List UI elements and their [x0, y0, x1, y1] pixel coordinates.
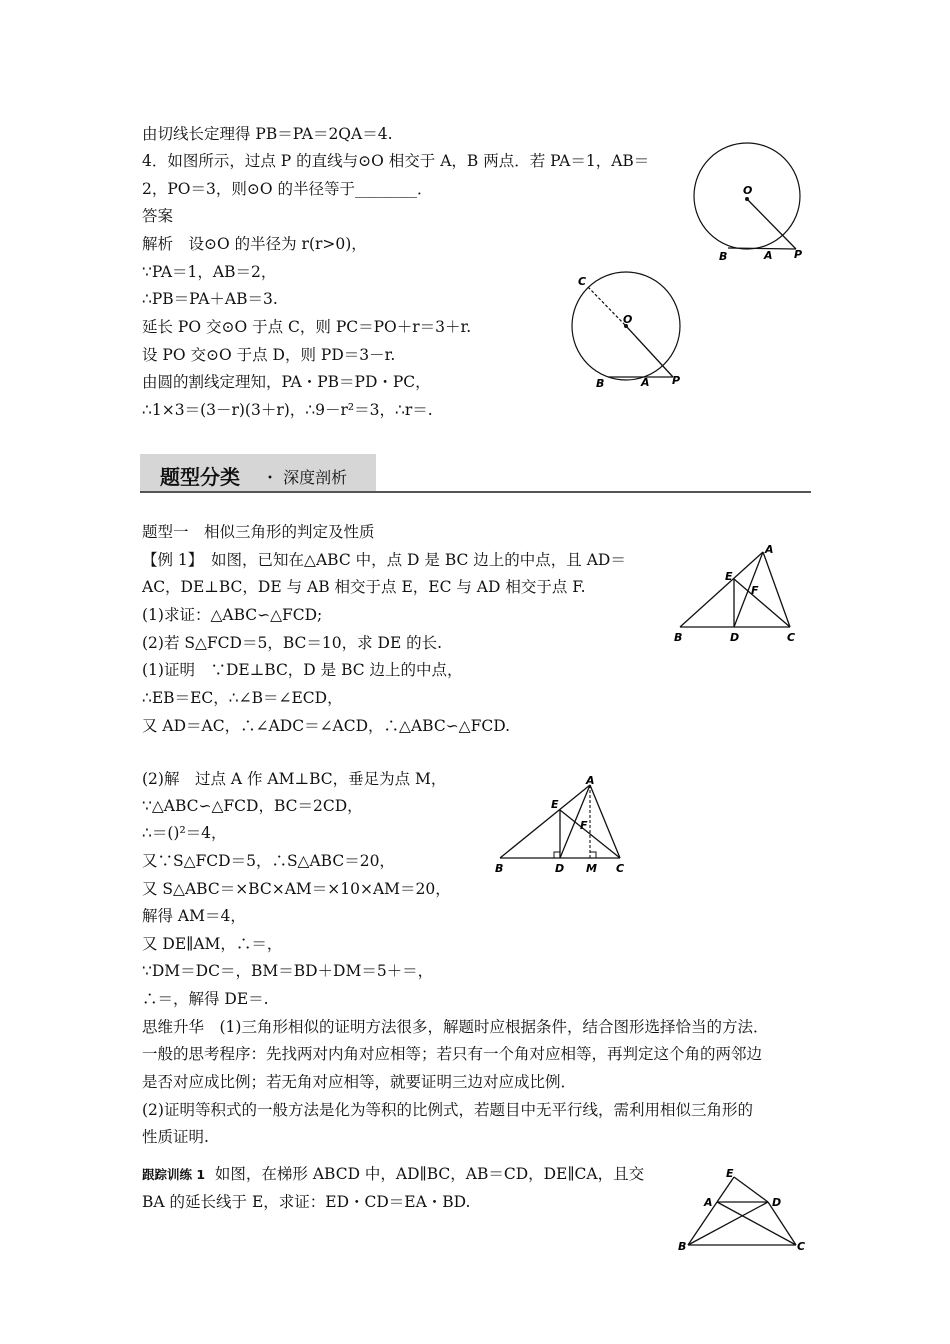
- fig4-label-C: C: [616, 862, 625, 875]
- fig5-label-E: E: [726, 1167, 734, 1180]
- fig1-label-P: P: [794, 248, 803, 261]
- fig1-label-B: B: [719, 250, 728, 263]
- proof-line-1: (1)证明 ∵DE⊥BC，D 是 BC 边上的中点，: [142, 661, 463, 679]
- fig5-label-A: A: [704, 1196, 713, 1209]
- fig3-label-F: F: [751, 584, 759, 597]
- fig3-label-C: C: [787, 631, 796, 644]
- drill-line-2: BA 的延长线于 E，求证：ED・CD＝EA・BD.: [142, 1193, 471, 1211]
- fig5-label-B: B: [678, 1240, 687, 1253]
- drill-line-1: [142, 1164, 644, 1185]
- solution-line-2: ∵PA＝1，AB＝2，: [142, 263, 277, 281]
- part2-line-5: 又 S△ABC＝×BC×AM＝×10×AM＝20，: [142, 880, 451, 898]
- fig3-label-B: B: [674, 631, 683, 644]
- summary-line-3: 是否对应成比例；若无角对应相等，就要证明三边对应成比例．: [142, 1073, 577, 1091]
- type-heading: 题型一 相似三角形的判定及性质: [142, 523, 375, 541]
- section-title: 题型分类: [160, 465, 240, 489]
- problem-4-line-1: 4．如图所示，过点 P 的直线与⊙O 相交于 A，B 两点．若 PA＝1，AB＝: [142, 152, 650, 170]
- solution-line-6: 由圆的割线定理知，PA・PB＝PD・PC，: [142, 373, 431, 391]
- solution-line-4: 延长 PO 交⊙O 于点 C，则 PC＝PO＋r＝3＋r.: [142, 318, 472, 336]
- solution-line-1: 解析 设⊙O 的半径为 r(r>0)，: [142, 235, 367, 253]
- fig4-label-F: F: [580, 819, 588, 832]
- part2-line-1: (2)解 过点 A 作 AM⊥BC，垂足为点 M，: [142, 770, 447, 788]
- summary-line-5: 性质证明.: [142, 1128, 209, 1146]
- example-line-1: 【例 1】 如图，已知在△ABC 中，点 D 是 BC 边上的中点，且 AD＝: [142, 551, 626, 569]
- answer-label: 答案: [142, 207, 174, 225]
- example-line-4: (2)若 S△FCD＝5，BC＝10，求 DE 的长.: [142, 634, 443, 652]
- example-line-2: AC，DE⊥BC，DE 与 AB 相交于点 E，EC 与 AD 相交于点 F.: [142, 578, 586, 596]
- fig2-label-P: P: [672, 374, 681, 387]
- fig2-label-O: O: [623, 313, 633, 326]
- fig4-label-M: M: [586, 862, 597, 875]
- solution-line-7: ∴1×3＝(3－r)(3＋r)，∴9－r²＝3，∴r＝.: [142, 401, 433, 419]
- fig1-label-O: O: [743, 184, 753, 197]
- line-1: 由切线长定理得 PB＝PA＝2QA＝4.: [142, 125, 393, 143]
- fig3-label-E: E: [725, 570, 733, 583]
- figure-trapezoid: [674, 1164, 814, 1256]
- summary-line-2: 一般的思考程序：先找两对内角对应相等；若只有一个角对应相等，再判定这个角的两邻边: [142, 1045, 763, 1063]
- fig3-label-A: A: [765, 543, 774, 556]
- solution-line-3: ∴PB＝PA＋AB＝3.: [142, 290, 278, 308]
- proof-line-3: 又 AD＝AC，∴∠ADC＝∠ACD，∴△ABC∽△FCD.: [142, 717, 511, 735]
- part2-line-2: ∵△ABC∽△FCD，BC＝2CD，: [142, 797, 363, 815]
- part2-line-7: 又 DE∥AM，∴＝，: [142, 935, 283, 953]
- solution-line-5: 设 PO 交⊙O 于点 D，则 PD＝3－r.: [142, 346, 396, 364]
- part2-line-4: 又∵S△FCD＝5，∴S△ABC＝20，: [142, 852, 395, 870]
- figure-triangle-altitude: [492, 772, 637, 877]
- fig5-label-D: D: [772, 1196, 782, 1209]
- part2-line-6: 解得 AM＝4，: [142, 907, 246, 925]
- fig5-label-C: C: [797, 1240, 806, 1253]
- fig4-label-A: A: [586, 774, 595, 787]
- drill-label: 跟踪训练 1: [142, 1167, 206, 1182]
- fig2-label-B: B: [596, 377, 605, 390]
- fig4-label-B: B: [495, 862, 504, 875]
- problem-4-line-2: 2，PO＝3，则⊙O 的半径等于________．: [142, 180, 433, 198]
- proof-line-2: ∴EB＝EC，∴∠B＝∠ECD，: [142, 689, 343, 707]
- fig1-label-A: A: [764, 249, 773, 262]
- figure-triangle-example: [670, 540, 810, 650]
- figure-circle-extended: [566, 270, 696, 395]
- fig4-label-E: E: [551, 798, 559, 811]
- example-line-3: (1)求证：△ABC∽△FCD;: [142, 606, 323, 624]
- part2-line-9: ∴＝，解得 DE＝.: [142, 990, 269, 1008]
- drill-text-1: 如图，在梯形 ABCD 中，AD∥BC，AB＝CD，DE∥CA，且交: [214, 1165, 645, 1183]
- summary-line-4: (2)证明等积式的一般方法是化为等积的比例式，若题目中无平行线，需利用相似三角形的: [142, 1101, 753, 1119]
- section-banner: [140, 454, 811, 494]
- fig2-label-A: A: [641, 376, 650, 389]
- figure-circle-secant: [688, 146, 818, 266]
- fig4-label-D: D: [555, 862, 565, 875]
- fig3-label-D: D: [730, 631, 740, 644]
- summary-line-1: 思维升华 (1)三角形相似的证明方法很多，解题时应根据条件，结合图形选择恰当的方法．: [142, 1018, 769, 1036]
- part2-line-3: ∴＝()²＝4，: [142, 824, 227, 842]
- part2-line-8: ∵DM＝DC＝，BM＝BD＋DM＝5＋＝，: [142, 962, 434, 980]
- section-subtitle: ・ 深度剖析: [262, 468, 348, 487]
- fig2-label-C: C: [578, 275, 587, 288]
